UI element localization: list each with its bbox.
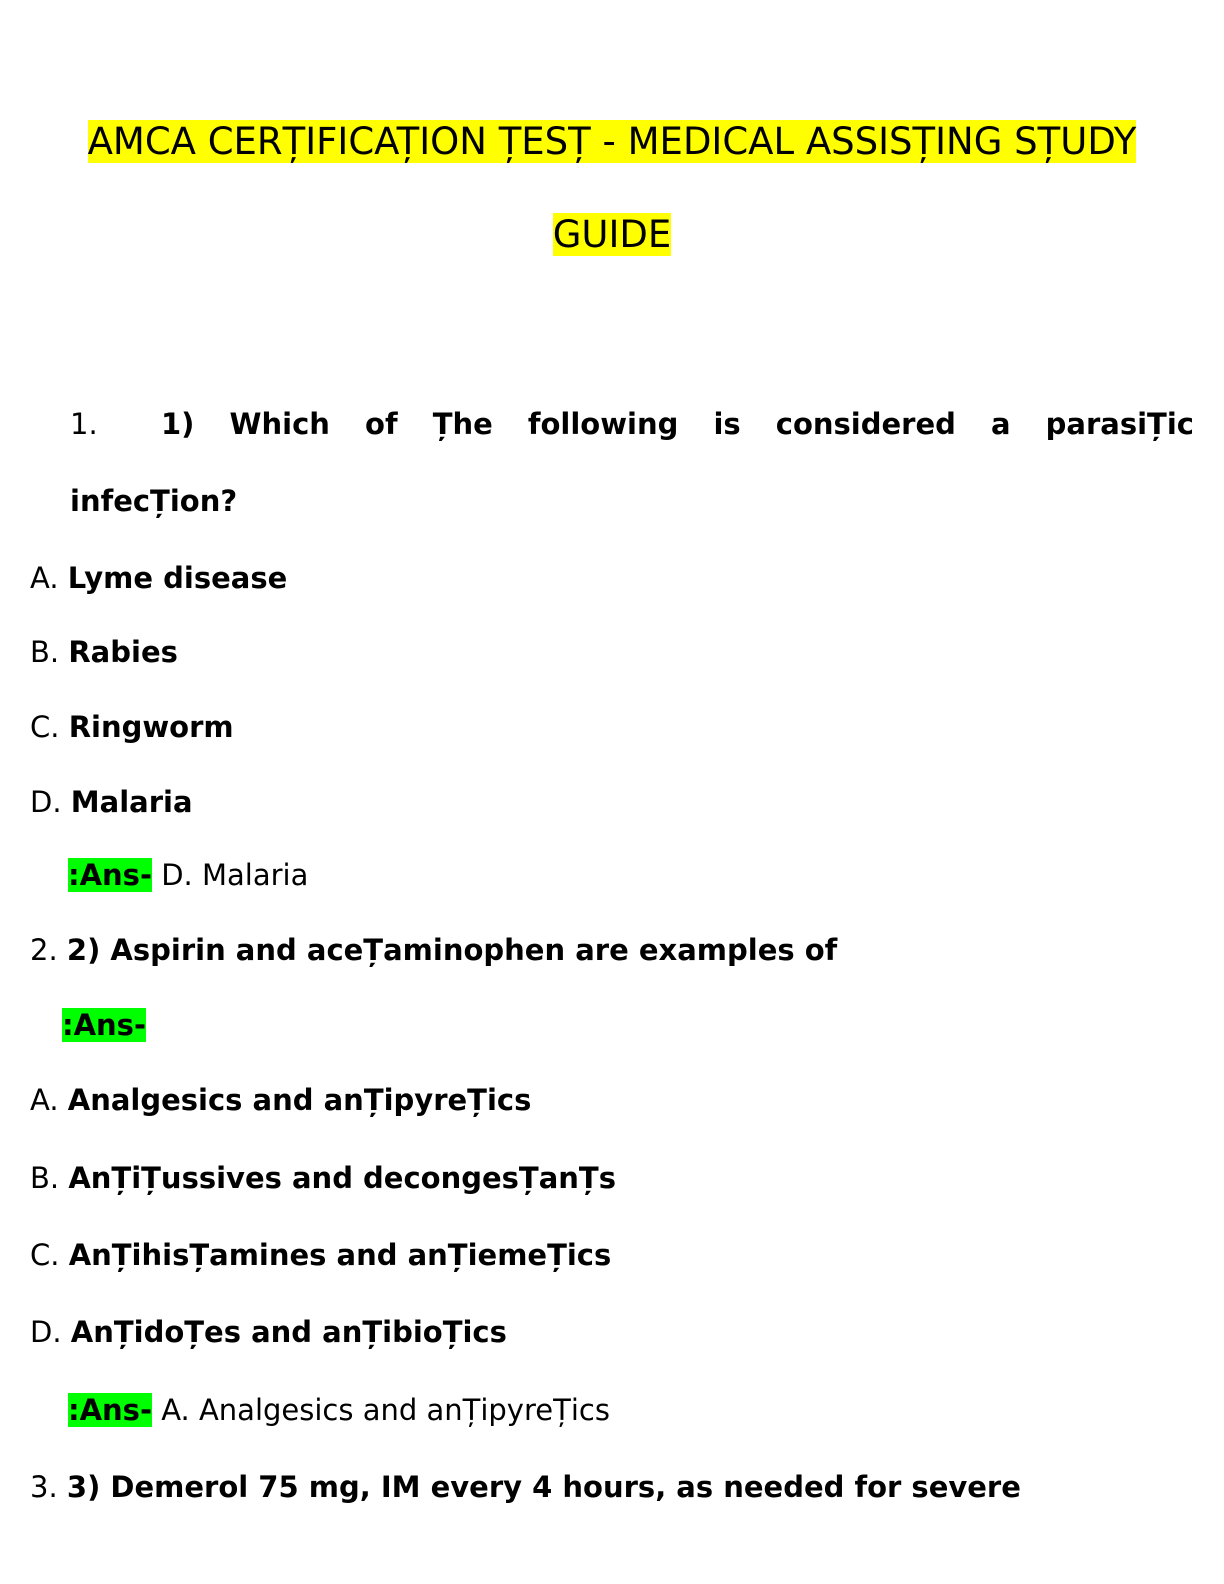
title-text-2: GUIDE bbox=[552, 213, 672, 256]
answer-label: :Ans- bbox=[62, 1008, 146, 1042]
option-b bbox=[30, 632, 178, 672]
title-text-1: AMCA CERȚIFICAȚION ȚESȚ - MEDICAL ASSISȚING SȚUDY bbox=[87, 120, 1137, 163]
question-number: 3. bbox=[30, 1470, 58, 1504]
question-number: 2. bbox=[30, 933, 58, 967]
question-3 bbox=[30, 1467, 1021, 1507]
question-1-text bbox=[161, 404, 1194, 444]
answer-label: :Ans- bbox=[68, 1393, 152, 1427]
option-a bbox=[30, 558, 287, 598]
option-b bbox=[30, 1158, 616, 1198]
question-3-text: 3) Demerol 75 mg, IM every 4 hours, as needed for severe bbox=[66, 1470, 1021, 1504]
document-title-line-2 bbox=[0, 211, 1224, 259]
option-text: Ringworm bbox=[68, 710, 234, 744]
question-word: a bbox=[990, 407, 1011, 441]
question-1-line-1 bbox=[70, 404, 1194, 444]
question-2-text: 2) Aspirin and aceȚaminophen are examples of bbox=[66, 933, 838, 967]
option-letter: A. bbox=[30, 1083, 59, 1117]
option-letter: A. bbox=[30, 561, 59, 595]
question-word: Which bbox=[229, 407, 330, 441]
option-text: AnȚihisȚamines and anȚiemeȚics bbox=[68, 1238, 612, 1272]
question-word: is bbox=[713, 407, 741, 441]
option-letter: C. bbox=[30, 710, 60, 744]
option-c bbox=[30, 1235, 611, 1275]
answer-text: D. Malaria bbox=[161, 858, 309, 892]
question-2 bbox=[30, 930, 837, 970]
answer-text: A. Analgesics and anȚipyreȚics bbox=[161, 1393, 610, 1427]
question-word: parasiȚic bbox=[1045, 407, 1194, 441]
option-letter: B. bbox=[30, 1161, 60, 1195]
question-word: considered bbox=[775, 407, 956, 441]
option-letter: C. bbox=[30, 1238, 60, 1272]
answer-label: :Ans- bbox=[68, 858, 152, 892]
pre-answer-label bbox=[62, 1005, 146, 1045]
question-1-line-2: infecȚion? bbox=[70, 484, 238, 518]
option-d bbox=[30, 1312, 507, 1352]
option-letter: D. bbox=[30, 1315, 62, 1349]
question-word: 1) bbox=[161, 407, 195, 441]
option-letter: B. bbox=[30, 635, 60, 669]
option-a bbox=[30, 1080, 531, 1120]
option-text: Lyme disease bbox=[67, 561, 288, 595]
answer-1 bbox=[68, 855, 308, 895]
option-text: Analgesics and anȚipyreȚics bbox=[67, 1083, 532, 1117]
option-c bbox=[30, 707, 234, 747]
question-number: 1. bbox=[70, 407, 98, 441]
question-word: following bbox=[527, 407, 679, 441]
option-letter: D. bbox=[30, 785, 62, 819]
option-text: Rabies bbox=[68, 635, 178, 669]
answer-2 bbox=[68, 1390, 610, 1430]
option-text: Malaria bbox=[70, 785, 193, 819]
question-word: of bbox=[365, 407, 398, 441]
option-text: AnȚidoȚes and anȚibioȚics bbox=[70, 1315, 507, 1349]
option-text: AnȚiȚussives and decongesȚanȚs bbox=[68, 1161, 616, 1195]
document-title-line-1 bbox=[0, 118, 1224, 166]
question-word: Țhe bbox=[432, 407, 493, 441]
option-d bbox=[30, 782, 193, 822]
